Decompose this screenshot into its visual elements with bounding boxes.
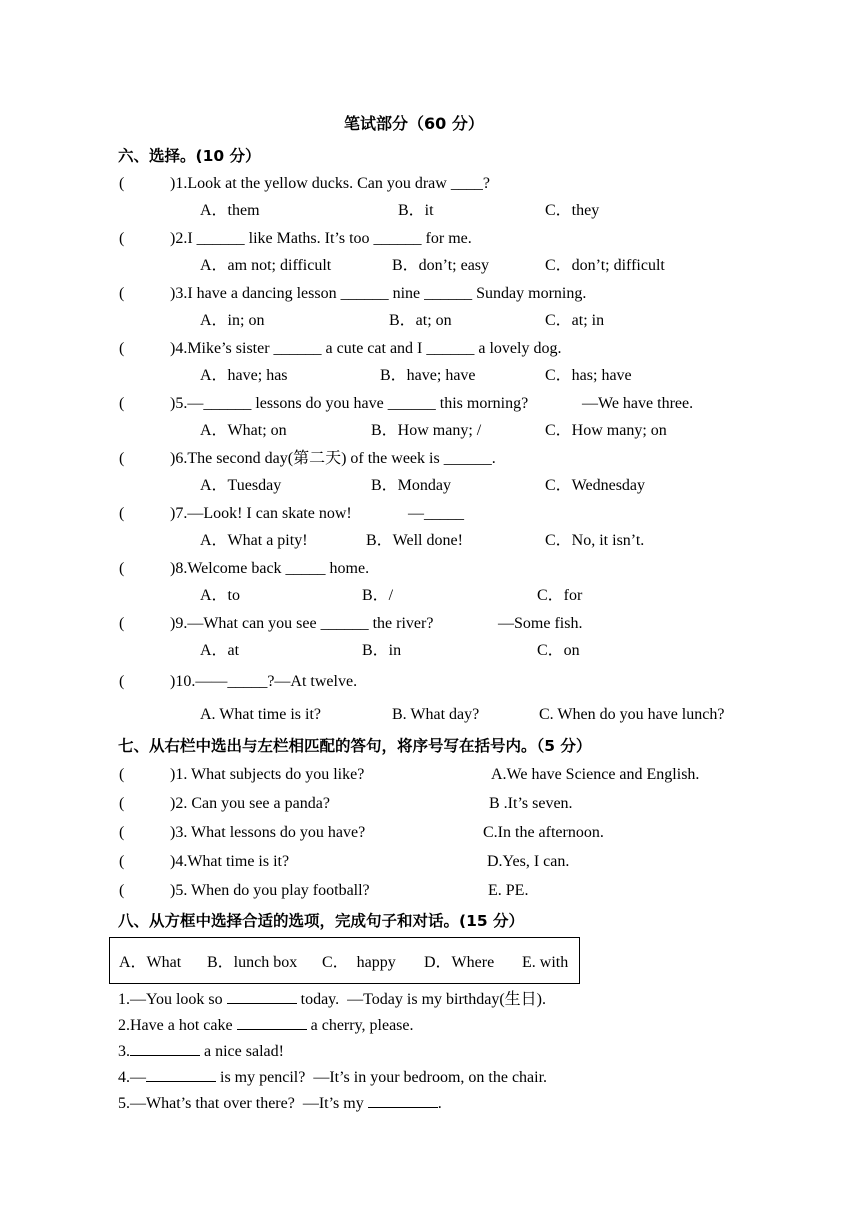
fill-sentence: 4.— is my pencil? —It’s in your bedroom, on the chair. [118, 1069, 548, 1086]
match-answer: E. PE. [488, 882, 529, 899]
option-b: B．Monday [371, 477, 452, 494]
answer-paren: ( [119, 795, 125, 812]
option-c: C. When do you have lunch? [539, 706, 725, 723]
answer-paren: ( [119, 285, 125, 302]
answer-paren: ( [119, 560, 125, 577]
question-stem: )6.The second day(第二天) of the week is ______. [170, 450, 496, 467]
question-answer-part: —We have three. [582, 395, 694, 412]
option-a: A．have; has [200, 367, 288, 384]
answer-paren: ( [119, 340, 125, 357]
option-c: C．for [537, 587, 583, 604]
question-stem: )1.Look at the yellow ducks. Can you draw ____? [170, 175, 490, 192]
option-b: B. What day? [392, 706, 480, 723]
option-a: A．at [200, 642, 240, 659]
option-c: C．at; in [545, 312, 605, 329]
question-answer-part: —_____ [408, 505, 464, 522]
word-option: E. with [522, 954, 569, 971]
match-question: )4.What time is it? [170, 853, 290, 870]
option-b: B．it [398, 202, 434, 219]
answer-paren: ( [119, 882, 125, 899]
match-question: )5. When do you play football? [170, 882, 370, 899]
fill-sentence: 1.—You look so today. —Today is my birthday(生日). [118, 991, 546, 1008]
answer-paren: ( [119, 673, 125, 690]
word-option: D．Where [424, 954, 495, 971]
question-stem: )7.—Look! I can skate now! [170, 505, 352, 522]
section-7-heading: 七、从右栏中选出与左栏相匹配的答句，将序号写在括号内。（5 分） [118, 737, 592, 755]
question-stem: )10.——_____?—At twelve. [170, 673, 358, 690]
match-answer: D.Yes, I can. [487, 853, 570, 870]
answer-paren: ( [119, 853, 125, 870]
option-b: B．/ [362, 587, 394, 604]
match-question: )1. What subjects do you like? [170, 766, 365, 783]
blank[interactable] [146, 1067, 216, 1082]
blank[interactable] [368, 1093, 438, 1108]
match-answer: A.We have Science and English. [491, 766, 700, 783]
option-c: C．How many; on [545, 422, 667, 439]
option-a: A．What; on [200, 422, 287, 439]
option-a: A．them [200, 202, 260, 219]
match-question: )3. What lessons do you have? [170, 824, 366, 841]
answer-paren: ( [119, 395, 125, 412]
fill-sentence: 3. a nice salad! [118, 1043, 284, 1060]
option-b: B．How many; / [371, 422, 482, 439]
answer-paren: ( [119, 450, 125, 467]
option-a: A．am not; difficult [200, 257, 332, 274]
word-option: A．What [119, 954, 182, 971]
match-answer: B .It’s seven. [489, 795, 573, 812]
option-b: B．Well done! [366, 532, 463, 549]
option-c: C．on [537, 642, 580, 659]
question-stem: )9.—What can you see ______ the river? [170, 615, 434, 632]
word-option: C． happy [322, 954, 396, 971]
option-b: B．have; have [380, 367, 476, 384]
question-stem: )8.Welcome back _____ home. [170, 560, 370, 577]
option-a: A．in; on [200, 312, 265, 329]
question-stem: )2.I ______ like Maths. It’s too ______ for me. [170, 230, 472, 247]
match-answer: C.In the afternoon. [483, 824, 604, 841]
option-a: A．to [200, 587, 241, 604]
question-stem: )4.Mike’s sister ______ a cute cat and I ______ a lovely dog. [170, 340, 562, 357]
option-c: C．has; have [545, 367, 632, 384]
question-stem: )5.—______ lessons do you have ______ this morning? [170, 395, 529, 412]
fill-sentence: 5.—What’s that over there? —It’s my . [118, 1095, 442, 1112]
blank[interactable] [237, 1015, 307, 1030]
blank[interactable] [227, 989, 297, 1004]
match-question: )2. Can you see a panda? [170, 795, 330, 812]
answer-paren: ( [119, 824, 125, 841]
answer-paren: ( [119, 230, 125, 247]
option-a: A. What time is it? [200, 706, 322, 723]
option-c: C．No, it isn’t. [545, 532, 645, 549]
option-c: C．they [545, 202, 600, 219]
word-option: B．lunch box [207, 954, 298, 971]
page-title: 笔试部分（60 分） [344, 114, 484, 133]
option-c: C．Wednesday [545, 477, 646, 494]
answer-paren: ( [119, 766, 125, 783]
answer-paren: ( [119, 175, 125, 192]
option-a: A．Tuesday [200, 477, 282, 494]
section-8-heading: 八、从方框中选择合适的选项，完成句子和对话。(15 分） [118, 912, 525, 930]
blank[interactable] [130, 1041, 200, 1056]
answer-paren: ( [119, 615, 125, 632]
question-stem: )3.I have a dancing lesson ______ nine ______ Sunday morning. [170, 285, 587, 302]
option-b: B．in [362, 642, 402, 659]
option-b: B．don’t; easy [392, 257, 490, 274]
answer-paren: ( [119, 505, 125, 522]
section-6-heading: 六、选择。(10 分） [118, 147, 261, 165]
question-answer-part: —Some fish. [498, 615, 583, 632]
option-b: B．at; on [389, 312, 452, 329]
fill-sentence: 2.Have a hot cake a cherry, please. [118, 1017, 414, 1034]
option-a: A．What a pity! [200, 532, 308, 549]
option-c: C．don’t; difficult [545, 257, 665, 274]
